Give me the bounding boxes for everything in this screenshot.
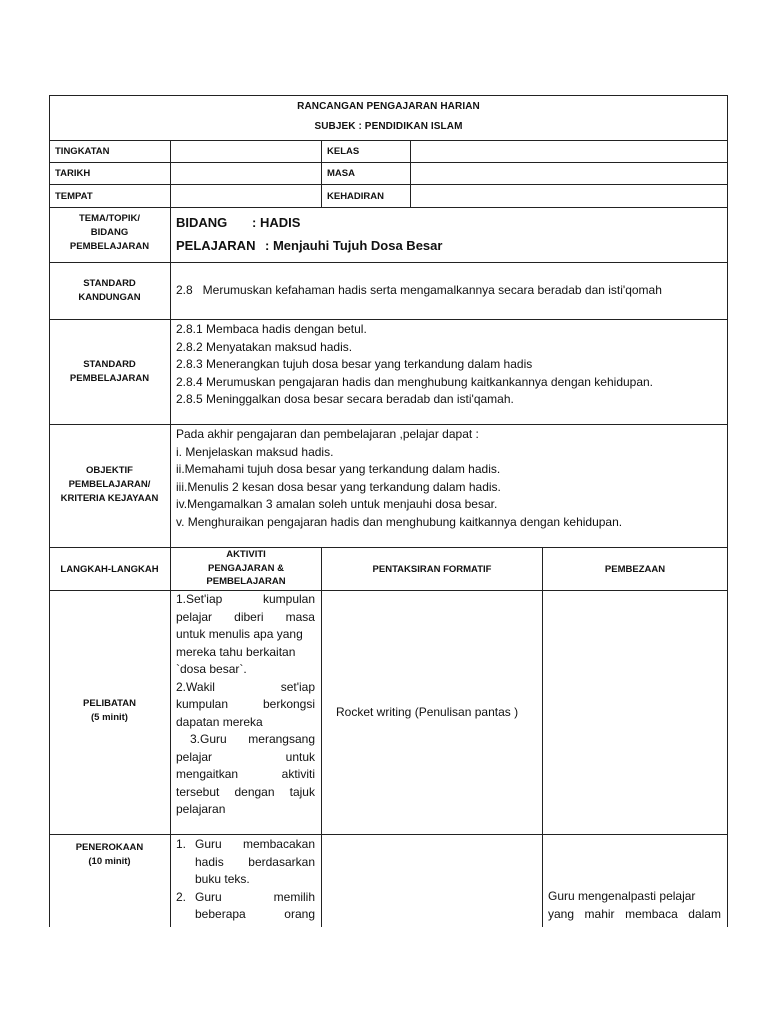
list-item: 2. Guru memilih: [176, 889, 315, 907]
text-line: 3.Guru merangsang: [190, 732, 315, 746]
text-line: mereka tahu berkaitan: [176, 644, 296, 659]
list-item: [176, 871, 315, 889]
list-item: iii.Menulis 2 kesan dosa besar yang terkandung dalam hadis.: [176, 479, 501, 494]
standard-kandungan-label: STANDARD KANDUNGAN: [78, 278, 141, 303]
text-line: pelajar untuk: [176, 749, 315, 764]
list-item: 2.8.2 Menyatakan maksud hadis.: [176, 339, 353, 354]
penerokaan-label: PENEROKAAN (10 minit): [75, 842, 144, 867]
objektif-label: OBJEKTIF PEMBELAJARAN/ KRITERIA KEJAYAAN: [60, 465, 159, 504]
list-item: 2.8.1 Membaca hadis dengan betul.: [176, 322, 367, 336]
objektif-intro: Pada akhir pengajaran dan pembelajaran ,pelajar dapat :: [176, 427, 479, 441]
tema-label: TEMA/TOPIK/ BIDANG PEMBELAJARAN: [69, 213, 150, 252]
text-line: mengaitkan aktiviti: [176, 767, 315, 781]
text-line: tersebut dengan tajuk: [176, 784, 315, 799]
list-item: [176, 906, 315, 924]
text-line: pelajaran: [176, 802, 226, 816]
masa-label: MASA: [327, 168, 355, 179]
standard-kandungan-text: 2.8 Merumuskan kefahaman hadis serta mengamalkannya secara beradab dan isti'qomah: [176, 283, 662, 297]
pelajaran-value: : Menjauhi Tujuh Dosa Besar: [265, 238, 443, 253]
text-line: Guru membacakan: [195, 837, 315, 851]
tarikh-label: TARIKH: [55, 168, 91, 179]
text-line: 2.Wakil set'iap: [176, 679, 315, 694]
pelajaran-key: PELAJARAN: [176, 238, 256, 253]
pentaksiran-header: PENTAKSIRAN FORMATIF: [372, 564, 492, 575]
text-line: 1.Set'iap kumpulan: [176, 592, 315, 606]
penerokaan-pembezaan: [548, 888, 721, 923]
text-line: yang mahir membaca dalam: [548, 906, 721, 921]
list-item: v. Menghuraikan pengajaran hadis dan menghubung kaitkannya dengan kehidupan.: [176, 514, 623, 529]
langkah-header: LANGKAH-LANGKAH: [60, 564, 159, 575]
pelibatan-pentaksiran: Rocket writing (Penulisan pantas ): [336, 705, 519, 719]
list-item: [176, 854, 315, 872]
plan-title: RANCANGAN PENGAJARAN HARIAN: [297, 101, 480, 112]
text-line: Guru mengenalpasti pelajar: [548, 889, 696, 903]
pelibatan-label: PELIBATAN (5 minit): [83, 698, 136, 723]
bidang-value: : HADIS: [252, 215, 301, 230]
list-item: 2.8.3 Menerangkan tujuh dosa besar yang terkandung dalam hadis: [176, 357, 533, 371]
tempat-label: TEMPAT: [55, 191, 93, 202]
list-item: 2.8.4 Merumuskan pengajaran hadis dan menghubung kaitkankannya dengan kehidupan.: [176, 374, 654, 389]
text-line: hadis berdasarkan: [195, 854, 315, 869]
list-item: i. Menjelaskan maksud hadis.: [176, 444, 334, 459]
standard-pembelajaran-list: [176, 321, 726, 409]
list-item: iv.Mengamalkan 3 amalan soleh untuk menjauhi dosa besar.: [176, 497, 498, 511]
list-item: ii.Memahami tujuh dosa besar yang terkandung dalam hadis.: [176, 462, 501, 476]
penerokaan-activity: [176, 836, 315, 924]
text-line: dapatan mereka: [176, 714, 263, 729]
tingkatan-label: TINGKATAN: [55, 146, 110, 157]
list-item: 2.8.5 Meninggalkan dosa besar secara beradab dan isti'qamah.: [176, 392, 514, 406]
bidang-key: BIDANG: [176, 215, 228, 230]
text-line: Guru memilih: [195, 889, 315, 904]
aktiviti-header: AKTIVITI PENGAJARAN & PEMBELAJARAN: [206, 549, 286, 587]
text-line: `dosa besar`.: [176, 662, 247, 676]
text-line: beberapa orang: [195, 907, 315, 921]
pembezaan-header: PEMBEZAAN: [604, 564, 666, 575]
text-line: untuk menulis apa yang: [176, 627, 303, 641]
objektif-list: [176, 426, 726, 531]
text-line: kumpulan berkongsi: [176, 697, 315, 711]
subject-title: SUBJEK : PENDIDIKAN ISLAM: [314, 121, 463, 132]
kehadiran-label: KEHADIRAN: [327, 191, 384, 202]
list-item: 1. Guru membacakan: [176, 836, 315, 854]
text-line: pelajar diberi masa: [176, 609, 315, 624]
pelibatan-activity: [176, 591, 315, 819]
kelas-label: KELAS: [327, 146, 360, 157]
standard-pembelajaran-label: STANDARD PEMBELAJARAN: [69, 359, 150, 384]
text-line: buku teks.: [195, 872, 250, 886]
